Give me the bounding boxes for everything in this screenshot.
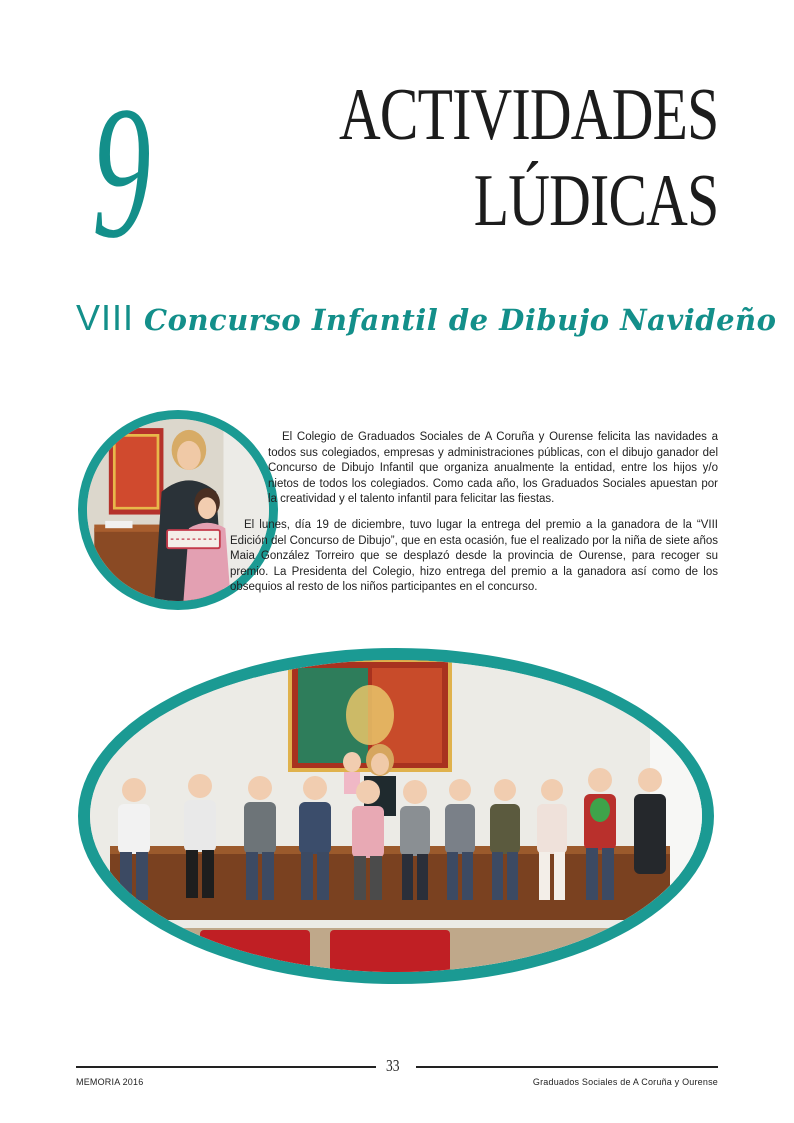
footer-organization: Graduados Sociales de A Coruña y Ourense [532, 1077, 718, 1087]
chapter-number: 9 [92, 68, 151, 278]
section-roman-numeral: VIII [76, 297, 135, 338]
page-number: 33 [386, 1056, 400, 1075]
chapter-title-line-1: ACTIVIDADES [338, 74, 718, 156]
footer-rule-right [416, 1066, 718, 1068]
section-heading [76, 297, 776, 339]
article-body [222, 430, 718, 606]
footer-publication: MEMORIA 2016 [76, 1077, 144, 1087]
paragraph-1: El Colegio de Graduados Sociales de A Coruña y Ourense felicita las navidades a todos sus colegiados, empresas y administraciones públicas, con el dibujo ganador del Concurso de Dibujo Infantil que organiza anualmente la entidad, entre los hijos y/o nietos de todos los colegiados. Como cada año, los Graduados Sociales apuestan por la creatividad y el talento infantil para felicitar las fiestas. [268, 431, 718, 506]
section-title: Concurso Infantil de Dibujo Navideño [144, 303, 777, 337]
chapter-title-line-2: LÚDICAS [473, 160, 718, 242]
chapter-title [232, 72, 718, 244]
footer-rule-left [76, 1066, 376, 1068]
paragraph-2: El lunes, día 19 de diciembre, tuvo lugar la entrega del premio a la ganadora de la “VIII Edición del Concurso de Dibujo”, que en esta ocasión, fue el realizado por la niña de siete años Maia González Torreiro que se desplazó desde la provincia de Ourense, para recoger su premio. La Presidenta del Colegio, hizo entrega del premio a la ganadora así como de los obsequios al resto de los niños participantes en el concurso. [230, 518, 718, 594]
group-photo [90, 660, 702, 972]
group-photo-ellipse [78, 648, 714, 984]
